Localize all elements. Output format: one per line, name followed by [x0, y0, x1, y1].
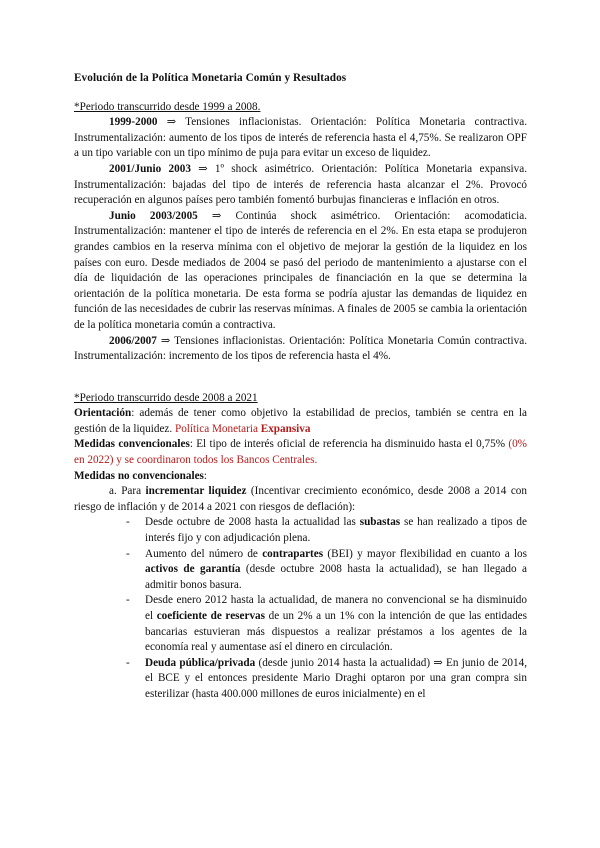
dash-bullet: - — [126, 656, 130, 669]
period-heading-2008-2021: *Periodo transcurrido desde 2008 a 2021 — [74, 391, 258, 404]
document-body — [74, 71, 527, 703]
list-item-text: se han realizado a tipos de interés fijo y con adjudicación plena. — [145, 516, 527, 545]
list-item-coeficiente-reservas — [126, 593, 527, 655]
item-a-bold: incrementar liquidez — [145, 485, 247, 498]
section-spacer — [74, 365, 527, 391]
measures-list — [74, 515, 527, 702]
orientacion-text: : además de tener como objetivo la estabilidad de precios, también se centra en la gestión de la liquidez. — [74, 407, 527, 435]
period-label: 1999-2000 — [109, 116, 158, 129]
period-label: Junio 2003/2005 — [109, 209, 198, 222]
colon: : — [203, 469, 208, 482]
period-heading-1999-2008: *Periodo transcurrido desde 1999 a 2008. — [74, 100, 261, 113]
list-item-text: (BEI) y mayor flexibilidad en cuanto a los — [323, 547, 527, 560]
list-item-deuda — [126, 656, 527, 703]
dash-bullet: - — [126, 594, 130, 607]
medidas-convencionales-label: Medidas convencionales — [74, 438, 190, 451]
period-label: 2006/2007 — [109, 334, 157, 347]
rate-value: 0,75% — [476, 438, 506, 451]
list-item-bold: contrapartes — [262, 547, 324, 560]
orientacion-highlight-bold: Expansiva — [260, 422, 311, 435]
paragraph-2001-2003 — [74, 162, 527, 209]
item-a-prefix: a. Para — [109, 485, 146, 498]
medidas-convencionales-highlight: (0% en 2022) y se coordinaron todos los Bancos Centrales. — [74, 438, 527, 467]
list-item-text: Desde enero 2012 hasta la actualidad, de manera no convencional se ha disminuido el — [145, 594, 527, 622]
medidas-convencionales-text: : El tipo de interés oficial de referencia ha disminuido hasta el — [189, 438, 477, 451]
list-item-bold: subastas — [359, 516, 401, 529]
list-item-text: (desde junio 2014 hasta la actualidad) ⇒ En junio de 2014, el BCE y el entonces presidente Mario Draghi optaron por una gran compra sin esterilizar (hasta 400.000 millones de euros inicialmente) en el — [145, 656, 527, 700]
list-item-bold: coeficiente de reservas — [156, 610, 265, 622]
paragraph-text: ⇒ Continúa shock asimétrico. Orientación: acomodaticia. Instrumentalización: mantener el tipo de interés de referencia en el 2%. En esta etapa se produjeron grandes cambios en la reserva mínima con el objetivo de mejorar la gestión de la liquidez en los países con euro. Desde mediados de 2004 se pasó del periodo de mantenimiento a ajustarse con el día de liquidación de las operaciones principales de financiación en la que se determina la orientación de la política monetaria. De esta forma se podría ajustar las demandas de liquidez en función de las necesidades de cubrir las reservas mínimas. A finales de 2005 se cambia la orientación de la política monetaria común a contractiva. — [74, 209, 527, 331]
medidas-no-convencionales-heading — [74, 469, 527, 485]
list-item-bold: Deuda pública/privada — [145, 656, 256, 669]
paragraph-2003-2005 — [74, 209, 527, 334]
dash-bullet: - — [126, 547, 130, 560]
list-item-text: de un 2% a un 1% con la intención de que las entidades bancarias estuvieran más dispuestos a realizar préstamos a los agentes de la economía real y aumentase así el dinero en circulación. — [145, 610, 527, 654]
paragraph-1999-2000 — [74, 115, 527, 162]
paragraph-text: ⇒ Tensiones inflacionistas. Orientación: Política Monetaria contractiva. Instrumentalización: aumento de los tipos de interés de referencia hasta el 4,75%. Se realizaron OPF a un tipo variable con un tipo mínimo de puja para evitar un exceso de liquidez. — [74, 116, 527, 160]
list-item-text: Aumento del número de — [145, 547, 263, 560]
item-a-text: (Incentivar crecimiento económico, desde 2008 a 2014 con riesgo de inflación y de 2014 a 2021 con riesgos de deflación): — [74, 485, 527, 513]
orientacion-label: Orientación — [74, 407, 132, 420]
dash-bullet: - — [126, 516, 130, 529]
paragraph-2006-2007 — [74, 334, 527, 365]
medidas-convencionales-paragraph — [74, 437, 527, 468]
document-title: Evolución de la Política Monetaria Común y Resultados — [74, 72, 347, 84]
item-a-incrementar-liquidez — [74, 484, 527, 515]
medidas-no-convencionales-label: Medidas no convencionales — [74, 469, 204, 482]
orientacion-paragraph — [74, 406, 527, 437]
period-label: 2001/Junio 2003 — [109, 162, 191, 175]
list-item-contrapartes — [126, 547, 527, 594]
list-item-bold: activos de garantía — [145, 563, 241, 576]
orientacion-highlight: Política Monetaria — [174, 422, 261, 435]
list-item-text: Desde octubre de 2008 hasta la actualidad las — [145, 516, 360, 529]
paragraph-text: ⇒ Tensiones inflacionistas. Orientación: Política Monetaria Común contractiva. Instrumentalización: incremento de los tipos de referencia hasta el 4%. — [74, 334, 527, 363]
list-item-text: (desde octubre 2008 hasta la actualidad), se han llegado a admitir bonos basura. — [145, 563, 527, 591]
list-item-subastas — [126, 515, 527, 546]
paragraph-text: ⇒ 1º shock asimétrico. Orientación: Política Monetaria expansiva. Instrumentalización: bajadas del tipo de interés de referencia hasta alcanzar el 2%. Provocó recuperación en algunos países pero también fomentó burbujas financieras e inflación en otros. — [74, 162, 527, 207]
